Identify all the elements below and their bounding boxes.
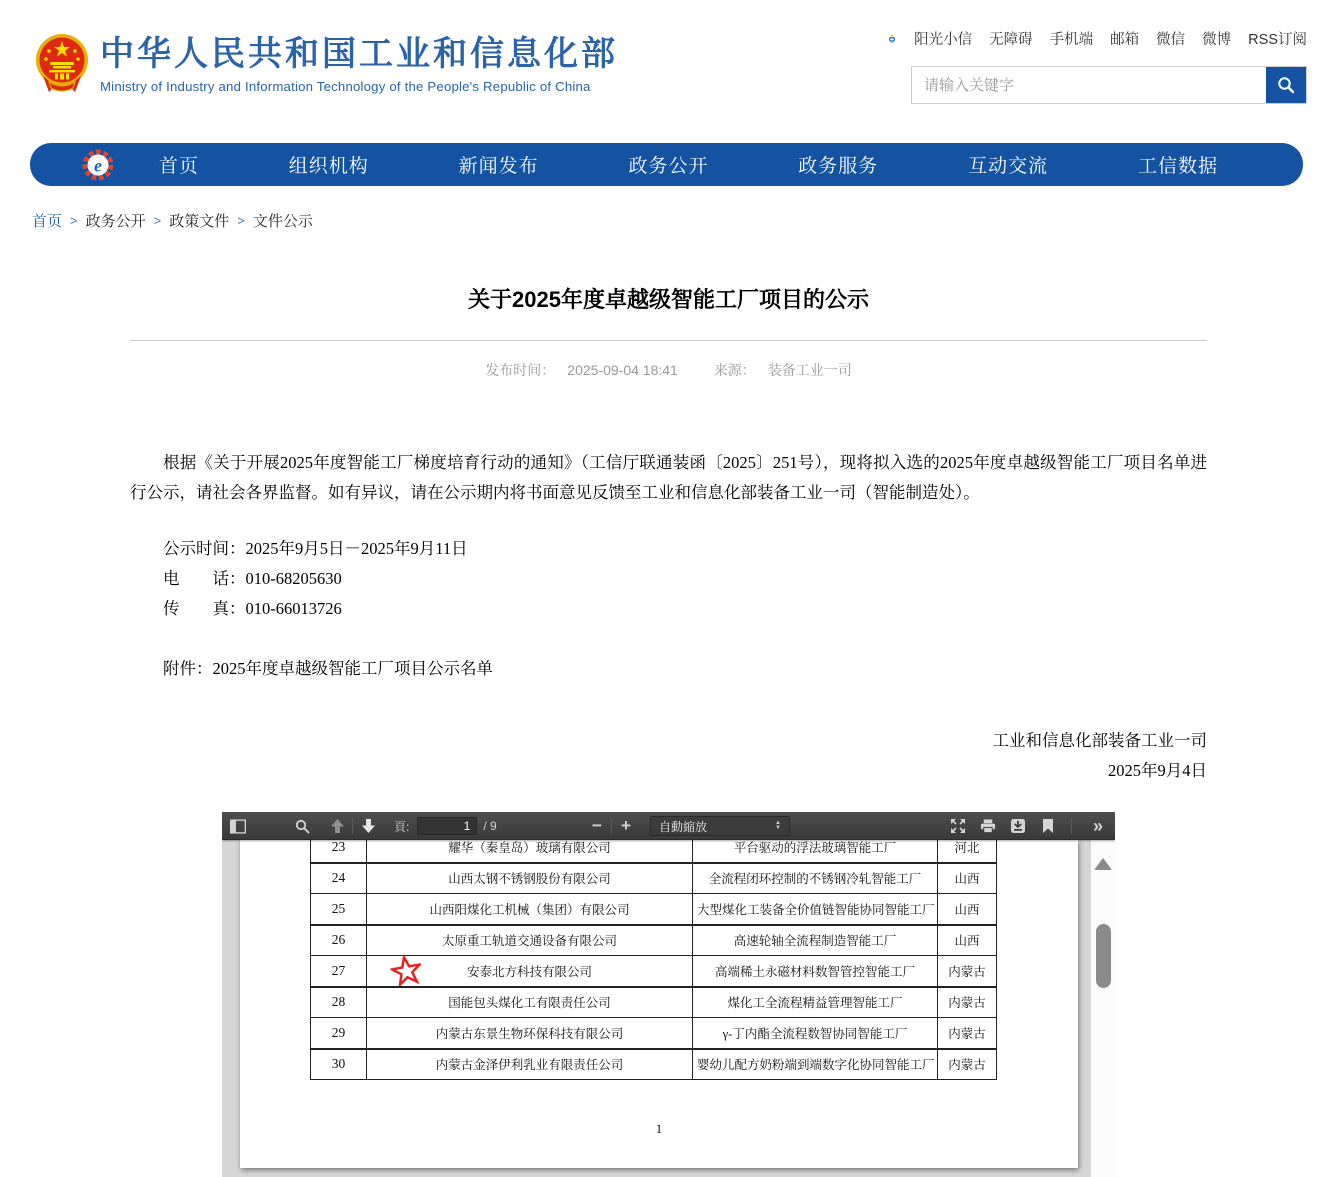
site-subtitle: Ministry of Industry and Information Technology of the People's Republic of China (100, 79, 591, 95)
cell-no (311, 925, 367, 956)
pdf-toolbar-left (230, 812, 497, 840)
breadcrumb-item-0[interactable]: 首页 (32, 213, 63, 230)
svg-text:e: e (94, 155, 102, 175)
cell-company (367, 925, 693, 956)
quick-link[interactable]: 手机端 (1049, 32, 1094, 48)
breadcrumb-separator: > (70, 213, 78, 228)
cell-project-text: 婴幼儿配方奶粉端到端数字化协同智能工厂 (697, 1058, 935, 1073)
article-paragraph: 根据《关于开展2025年度智能工厂梯度培育行动的通知》（工信厅联通装函〔2025〕251号），现将拟入选的2025年度卓越级智能工厂项目名单进行公示，请社会各界监督。如有异议，请在公示期内将书面意见反馈至工业和信息化部装备工业一司（智能制造处）。 (130, 453, 1207, 502)
cell-company (367, 1018, 693, 1049)
cell-company (367, 956, 693, 987)
pdf-table-wrap (310, 840, 996, 1080)
pdf-scrollbar[interactable] (1091, 840, 1115, 1177)
attachment-line: 附件：2025年度卓越级智能工厂项目公示名单 (163, 659, 493, 678)
nav-item-1[interactable]: 组织机构 (288, 156, 369, 177)
cell-no (311, 840, 367, 863)
publish-label: 发布时间： (485, 362, 556, 378)
cell-no (311, 863, 367, 894)
pdf-page-number: 1 (655, 1122, 663, 1136)
sidebar-toggle-button[interactable] (230, 818, 246, 834)
cell-company-text: 山西阳煤化工机械（集团）有限公司 (429, 902, 630, 917)
cell-no (311, 956, 367, 987)
cell-province (938, 925, 997, 956)
cell-no (311, 1018, 367, 1049)
breadcrumb-separator: > (153, 213, 162, 228)
search-input[interactable] (912, 67, 1266, 103)
toolbar-separator (1071, 818, 1072, 834)
cell-project (693, 987, 938, 1018)
zoom-in-button[interactable]: + (621, 816, 631, 835)
info-lines (163, 534, 1207, 624)
cell-company-text: 内蒙古东景生物环保科技有限公司 (435, 1026, 624, 1041)
cell-project (693, 894, 938, 925)
page-title: 关于2025年度卓越级智能工厂项目的公示 (468, 287, 869, 312)
table-row (311, 956, 997, 987)
sidebar-toggle-icon (230, 819, 246, 834)
previous-page-button[interactable] (329, 818, 345, 834)
printer-icon (980, 818, 996, 834)
presentation-mode-button[interactable] (950, 818, 966, 834)
quick-link[interactable]: 邮箱 (1110, 32, 1140, 48)
pdf-search-button[interactable] (294, 818, 310, 834)
cell-no-text: 28 (331, 994, 346, 1010)
page-number-input[interactable] (417, 817, 477, 835)
site-title-block (100, 36, 618, 94)
nav-item-2[interactable]: 新闻发布 (458, 156, 539, 177)
cell-project-text: 高速轮轴全流程制造智能工厂 (733, 934, 897, 949)
publish-info (130, 360, 1207, 380)
cell-project (693, 1049, 938, 1080)
cell-province (938, 840, 997, 863)
table-row (311, 894, 997, 925)
cell-project-text: 煤化工全流程精益管理智能工厂 (727, 996, 903, 1011)
cell-company (367, 894, 693, 925)
cell-province-text: 河北 (954, 840, 980, 855)
title-divider (130, 340, 1207, 341)
factory-list-table (310, 840, 997, 1080)
cell-province-text: 内蒙古 (948, 1026, 986, 1041)
cell-province-text: 内蒙古 (948, 996, 986, 1011)
quick-link[interactable]: 无障碍 (989, 32, 1033, 48)
cell-province-text: 内蒙古 (948, 964, 986, 979)
table-row (311, 840, 997, 863)
cell-province-text: 山西 (954, 934, 980, 949)
info-line: 公示时间：2025年9月5日－2025年9月11日 (163, 539, 468, 558)
cell-province (938, 863, 997, 894)
article-body (130, 448, 1207, 786)
quick-links (887, 28, 1307, 49)
red-star-annotation-icon (389, 956, 425, 987)
quick-link[interactable]: 微信 (1156, 32, 1186, 48)
pdf-page (240, 840, 1078, 1168)
cell-province (938, 1018, 997, 1049)
nav-item-4[interactable]: 政务服务 (798, 156, 879, 177)
breadcrumb-item-2[interactable]: 政策文件 (169, 213, 230, 230)
info-line: 电 话：010-68205630 (163, 569, 342, 588)
cell-no-text: 24 (331, 870, 346, 886)
cell-project-text: 全流程闭环控制的不锈钢冷轧智能工厂 (708, 872, 922, 887)
table-row (311, 987, 997, 1018)
cell-company (367, 1049, 693, 1080)
cell-project-text: 大型煤化工装备全价值链智能协同智能工厂 (697, 902, 935, 917)
miit-gear-logo-icon (82, 149, 114, 181)
signature-date: 2025年9月4日 (1108, 761, 1207, 780)
cell-province-text: 内蒙古 (948, 1058, 986, 1073)
cell-project (693, 1018, 938, 1049)
nav-item-6[interactable]: 工信数据 (1137, 156, 1218, 177)
cell-company-text: 耀华（秦皇岛）玻璃有限公司 (448, 840, 611, 855)
header-right (887, 28, 1307, 104)
breadcrumb-item-3[interactable]: 文件公示 (252, 213, 313, 230)
cell-company-text: 太原重工轨道交通设备有限公司 (441, 934, 617, 949)
search-icon (1276, 75, 1296, 95)
download-icon (1010, 818, 1026, 834)
more-tools-button[interactable]: » (1092, 815, 1103, 836)
cell-company (367, 840, 693, 863)
info-line: 传 真：010-66013726 (163, 599, 342, 618)
signature-org: 工业和信息化部装备工业一司 (992, 731, 1207, 750)
cell-company (367, 987, 693, 1018)
breadcrumb-item-1[interactable]: 政务公开 (85, 213, 146, 230)
breadcrumb-separator: > (237, 213, 245, 228)
source-value: 装备工业一司 (767, 362, 852, 378)
robot-icon (887, 30, 897, 48)
cell-company-text: 国能包头煤化工有限责任公司 (448, 996, 611, 1011)
pdf-toolbar-zoom (590, 812, 633, 840)
cell-company-text: 内蒙古金泽伊利乳业有限责任公司 (435, 1058, 624, 1073)
quick-link[interactable]: 阳光小信 (914, 32, 973, 48)
zoom-out-button[interactable]: − (592, 816, 602, 835)
cell-no-text: 25 (331, 900, 346, 916)
cell-project (693, 956, 938, 987)
search-button[interactable] (1266, 67, 1306, 103)
cell-province-text: 山西 (954, 902, 980, 917)
table-row (311, 1049, 997, 1080)
pdf-toolbar (222, 812, 1115, 840)
cell-company-text: 安泰北方科技有限公司 (466, 964, 592, 979)
cell-project-text: γ-丁内酯全流程数智协同智能工厂 (722, 1026, 908, 1041)
breadcrumb (32, 210, 1333, 231)
toolbar-separator (352, 818, 353, 834)
scrollbar-thumb[interactable] (1096, 924, 1111, 988)
table-row (311, 1018, 997, 1049)
signature-block (130, 726, 1207, 786)
national-emblem-icon (35, 32, 89, 96)
cell-province (938, 956, 997, 987)
toolbar-separator (611, 818, 612, 834)
nav-item-0[interactable]: 首页 (158, 156, 199, 177)
cell-no-text: 26 (331, 932, 346, 948)
cell-no-text: 29 (331, 1024, 346, 1040)
nav-item-5[interactable]: 互动交流 (968, 156, 1049, 177)
zoom-mode-select[interactable] (650, 816, 790, 836)
quick-link[interactable]: RSS订阅 (1248, 32, 1307, 48)
cell-project-text: 高端稀土永磁材料数智管控智能工厂 (714, 964, 915, 979)
table-body (311, 840, 997, 1080)
main-nav (30, 143, 1303, 186)
cell-project (693, 840, 938, 863)
page-label: 頁: (394, 819, 410, 834)
cell-no (311, 894, 367, 925)
zoom-mode-value: 自動縮放 (659, 819, 708, 834)
select-carets-icon: ▲ ▼ (775, 820, 781, 831)
cell-company (367, 863, 693, 894)
arrow-up-icon (330, 818, 345, 834)
site-header (0, 0, 1333, 130)
cell-no (311, 987, 367, 1018)
cell-project (693, 925, 938, 956)
bookmark-button[interactable] (1040, 818, 1056, 834)
quick-link[interactable]: 微博 (1202, 32, 1232, 48)
cell-no (311, 1049, 367, 1080)
pdf-search-icon (295, 819, 310, 834)
cell-no-text: 30 (331, 1056, 346, 1072)
site-title: 中华人民共和国工业和信息化部 (100, 35, 618, 73)
arrow-down-icon (361, 818, 376, 834)
cell-project-text: 平台驱动的浮法玻璃智能工厂 (733, 840, 897, 855)
scroll-up-arrow-icon[interactable] (1094, 858, 1112, 870)
table-row (311, 925, 997, 956)
cell-province-text: 山西 (954, 872, 980, 887)
cell-province (938, 1049, 997, 1080)
cell-province (938, 894, 997, 925)
cell-province (938, 987, 997, 1018)
cell-no-text: 23 (331, 840, 346, 854)
pdf-body (222, 840, 1115, 1177)
nav-item-3[interactable]: 政务公开 (628, 156, 709, 177)
download-button[interactable] (1010, 818, 1026, 834)
cell-project (693, 863, 938, 894)
cell-no-text: 27 (331, 962, 346, 978)
next-page-button[interactable] (360, 818, 376, 834)
article (130, 283, 1207, 786)
print-button[interactable] (980, 818, 996, 834)
pdf-viewer (222, 812, 1115, 1177)
table-row (311, 863, 997, 894)
fullscreen-icon (950, 818, 966, 834)
nav-items (114, 151, 1263, 178)
pdf-toolbar-right (950, 812, 1109, 840)
search-bar (911, 66, 1307, 104)
page-total: / 9 (483, 819, 497, 833)
publish-time: 2025-09-04 18:41 (567, 362, 678, 378)
source-label: 来源： (713, 362, 756, 378)
cell-company-text: 山西太钢不锈钢股份有限公司 (448, 872, 611, 887)
bookmark-icon (1042, 818, 1054, 834)
